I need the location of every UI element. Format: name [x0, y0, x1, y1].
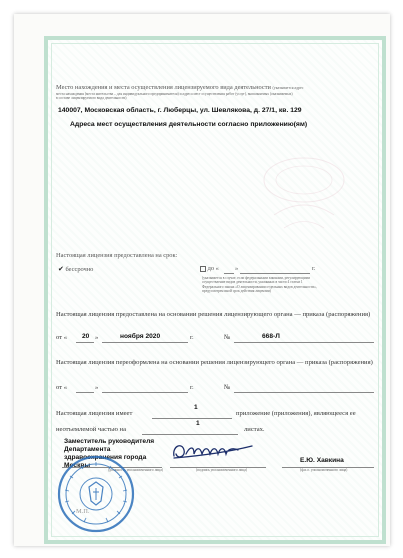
basis-text: Настоящая лицензия предоставлена на основании решения лицензирующего органа — приказа (распоряжения)	[56, 311, 371, 318]
reissue-day-close: »	[95, 384, 99, 391]
basis-number: 668-Л	[262, 333, 280, 340]
address-heading: Место нахождения и места осуществления лицензируемого вида деятельности (указывается адрес	[56, 84, 304, 91]
reissue-year-suffix: г.	[190, 384, 194, 391]
appendix-count-line	[152, 418, 232, 419]
mp-label: М.П.	[76, 508, 90, 515]
term-label: Настоящая лицензия предоставлена на срок:	[56, 252, 178, 259]
appendix-sheets-line	[142, 434, 238, 435]
basis-year-suffix: г.	[190, 334, 194, 341]
basis-from: от «	[56, 334, 68, 341]
address-heading-note: места нахождения (места жительства – для индивидуального предпринимателя) и адреса мест осуществления работ (услуг), выполняемых (оказываемых) в составе лицензируемого вида деятельности)	[56, 92, 293, 101]
check-mark-icon: ✔	[58, 265, 64, 273]
checkbox-icon	[200, 266, 206, 272]
until-day-close: »	[235, 265, 239, 272]
signatory-line3: здравоохранения города	[64, 454, 147, 461]
official-stamp-icon	[56, 454, 136, 534]
reissue-from: от «	[56, 384, 68, 391]
term-indefinite	[58, 265, 93, 273]
signature-caption: (подпись уполномоченного лица)	[196, 468, 248, 472]
basis-month: ноября 2020	[120, 333, 161, 340]
watermark-emblem-icon	[244, 140, 364, 240]
reissue-number-line	[234, 392, 374, 393]
signatory-line4: Москвы	[64, 462, 91, 469]
basis-day-close: »	[95, 334, 99, 341]
basis-day-line	[76, 342, 94, 343]
address-sub-line: Адреса мест осуществления деятельности согласно приложению(ям)	[70, 121, 308, 128]
basis-month-line	[102, 342, 188, 343]
until-day-line	[224, 273, 234, 274]
appendix-text-d: листах.	[244, 426, 265, 433]
term-until: до «	[200, 265, 219, 272]
reissue-no: №	[224, 384, 231, 391]
basis-day: 20	[82, 333, 90, 340]
reissue-month-line	[102, 392, 188, 393]
until-year: г.	[312, 265, 316, 272]
appendix-text-b: приложение (приложения), являющееся ее	[236, 410, 356, 417]
appendix-sheets: 1	[196, 420, 200, 427]
term-indefinite-text: бессрочно	[65, 266, 94, 273]
appendix-text-a: Настоящая лицензия имеет	[56, 410, 133, 417]
term-note: (указывается в случае, если федеральными законами, регулирующими осуществление видов деятельности, указанных в части 4 статьи 1 Федерального закона «О лицензировании отдельных видов деятельности», предусмотрен иной срок действия лицензии)	[202, 276, 317, 294]
signatory-line2: Департамента	[64, 446, 111, 453]
license-frame	[44, 36, 386, 544]
basis-no: №	[224, 334, 231, 341]
until-month-line	[240, 273, 310, 274]
basis-number-line	[234, 342, 374, 343]
signatory-name: Е.Ю. Хавкина	[300, 457, 344, 464]
appendix-count: 1	[194, 404, 198, 411]
signature-mark	[168, 438, 258, 464]
address-line: 140007, Московская область, г. Люберцы, ул. Шевлякова, д. 27/1, кв. 129	[58, 107, 302, 114]
document-sheet	[14, 14, 390, 546]
position-caption: (должность уполномоченного лица)	[108, 468, 164, 472]
reissue-day-line	[76, 392, 94, 393]
signatory-line1: Заместитель руководителя	[64, 438, 155, 445]
appendix-text-c: неотъемлемой частью на	[56, 426, 127, 433]
reissue-text: Настоящая лицензия переоформлена на основании решения лицензирующего органа — приказа (распоряжения)	[56, 359, 373, 366]
name-caption: (ф.и.о. уполномоченного лица)	[300, 468, 348, 472]
